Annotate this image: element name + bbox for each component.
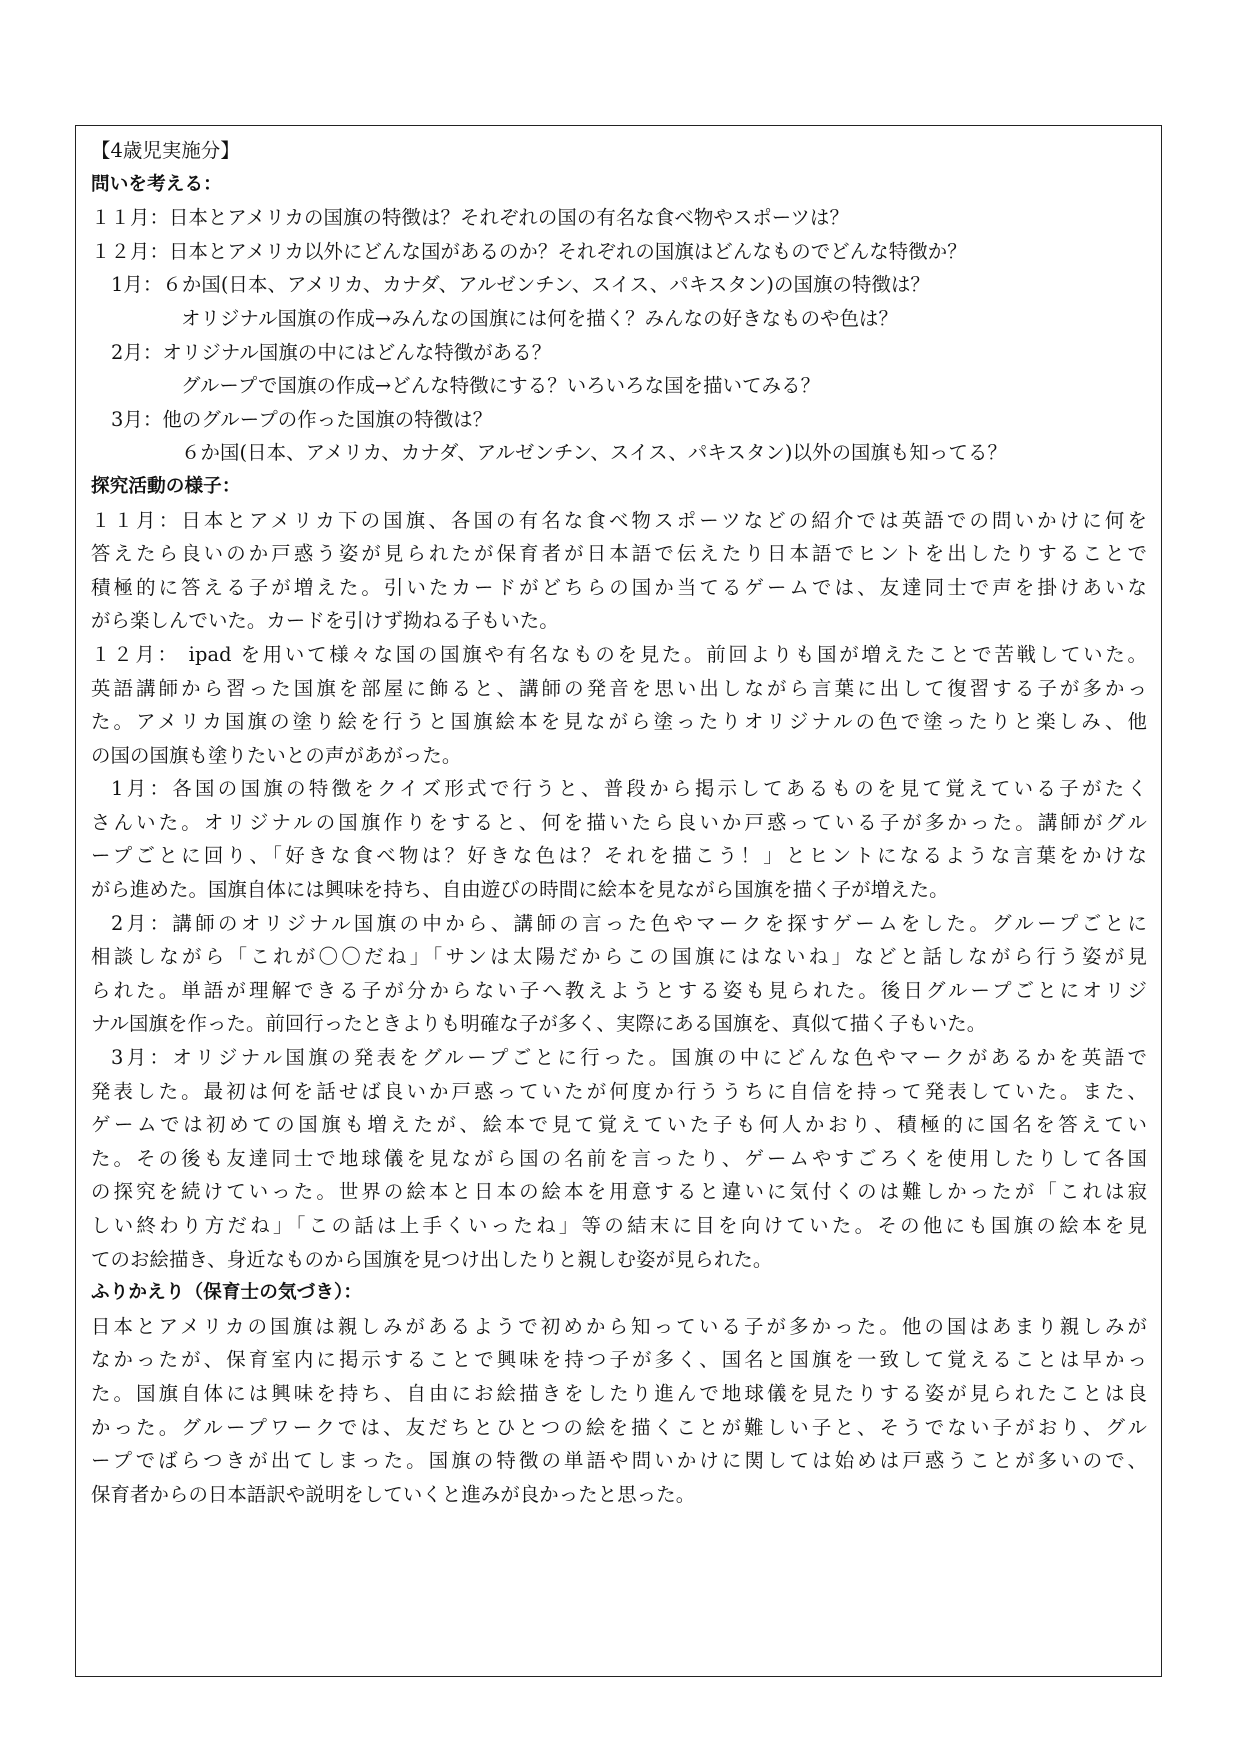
questions-heading: 問いを考える： xyxy=(91,173,222,195)
paragraph-line: ープでばらつきが出てしまった。国旗の特徴の単語や問いかけに関しては始めは戸惑うことが多いので、 xyxy=(91,1449,1147,1473)
question-line-mar-sub: ６か国(日本、アメリカ、カナダ、アルゼンチン、スイス、パキスタン)以外の国旗も知ってる？ xyxy=(181,441,1007,465)
paragraph-line: 発表した。最初は何を話せば良いか戸惑っていたが何度か行ううちに自信を持って発表していた。また、 xyxy=(91,1079,1147,1103)
paragraph-line: かった。グループワークでは、友だちとひとつの絵を描くことが難しい子と、そうでない子がおり、グル xyxy=(91,1415,1147,1439)
paragraph-line: た。アメリカ国旗の塗り絵を行うと国旗絵本を見ながら塗ったりオリジナルの色で塗ったりと楽しみ、他 xyxy=(91,710,1147,734)
activity-paragraph-nov xyxy=(91,504,1147,638)
activities-heading: 探究活動の様子： xyxy=(91,475,241,497)
paragraph-line: 1月：各国の国旗の特徴をクイズ形式で行うと、普段から掲示してあるものを見て覚えている子がたく xyxy=(111,777,1147,801)
paragraph-line: １２月： ipad を用いて様々な国の国旗や有名なものを見た。前回よりも国が増えたことで苦戦していた。 xyxy=(91,642,1147,666)
question-line-feb-sub: グループで国旗の作成→どんな特徴にする？いろいろな国を描いてみる？ xyxy=(181,374,821,398)
paragraph-line: 3月：オリジナル国旗の発表をグループごとに行った。国旗の中にどんな色やマークがあるかを英語で xyxy=(111,1046,1147,1070)
question-line-feb: 2月：オリジナル国旗の中にはどんな特徴がある？ xyxy=(111,340,552,364)
activity-paragraph-feb xyxy=(91,907,1147,1041)
paragraph-line: 2月：講師のオリジナル国旗の中から、講師の言った色やマークを探すゲームをした。グループごとに xyxy=(111,911,1147,935)
reflection-heading: ふりかえり（保育士の気づき）： xyxy=(91,1282,363,1304)
report-frame xyxy=(75,125,1162,1677)
activity-paragraph-mar xyxy=(91,1041,1147,1276)
paragraph-line: 日本とアメリカの国旗は親しみがあるようで初めから知っている子が多かった。他の国はあまり親しみが xyxy=(91,1314,1147,1338)
activity-paragraph-jan xyxy=(91,772,1147,906)
paragraph-line: なかったが、保育室内に掲示することで興味を持つ子が多く、国名と国旗を一致して覚えることは早かっ xyxy=(91,1348,1147,1372)
paragraph-line: 相談しながら「これが〇〇だね」「サンは太陽だからこの国旗にはないね」などと話しながら行う姿が見 xyxy=(91,945,1147,969)
question-line-nov: １１月：日本とアメリカの国旗の特徴は？それぞれの国の有名な食べ物やスポーツは？ xyxy=(91,206,849,230)
reflection-paragraph xyxy=(91,1310,1147,1512)
paragraph-line: １１月：日本とアメリカ下の国旗、各国の有名な食べ物スポーツなどの紹介では英語での問いかけに何を xyxy=(91,508,1147,532)
paragraph-line: てのお絵描き、身近なものから国旗を見つけ出したりと親しむ姿が見られた。 xyxy=(91,1247,773,1271)
paragraph-line: さんいた。オリジナルの国旗作りをすると、何を描いたら良いか戸惑っている子が多かった。講師がグル xyxy=(91,810,1147,834)
paragraph-line: 保育者からの日本語訳や説明をしていくと進みが良かったと思った。 xyxy=(91,1482,696,1506)
paragraph-line: ゲームでは初めての国旗も増えたが、絵本で見て覚えていた子も何人かおり、積極的に国名を答えてい xyxy=(91,1113,1147,1137)
report-title: 【4歳児実施分】 xyxy=(91,139,240,162)
paragraph-line: た。その後も友達同士で地球儀を見ながら国の名前を言ったり、ゲームやすごろくを使用したりして各国 xyxy=(91,1146,1147,1170)
question-line-mar: 3月：他のグループの作った国旗の特徴は？ xyxy=(111,407,493,431)
paragraph-line: がら進めた。国旗自体には興味を持ち、自由遊びの時間に絵本を見ながら国旗を描く子が増えた。 xyxy=(91,878,949,902)
paragraph-line: しい終わり方だね」「この話は上手くいったね」等の結末に目を向けていた。その他にも国旗の絵本を見 xyxy=(91,1214,1147,1237)
question-line-dec: １２月：日本とアメリカ以外にどんな国があるのか？それぞれの国旗はどんなものでどんな特徴か？ xyxy=(91,239,967,263)
paragraph-line: 積極的に答える子が増えた。引いたカードがどちらの国か当てるゲームでは、友達同士で声を掛けあいな xyxy=(91,575,1147,599)
paragraph-line: ープごとに回り、「好きな食べ物は？好きな色は？それを描こう！」とヒントになるような言葉をかけな xyxy=(91,844,1147,868)
paragraph-line: の国の国旗も塗りたいとの声があがった。 xyxy=(91,743,462,767)
paragraph-line: がら楽しんでいた。カードを引けず拗ねる子もいた。 xyxy=(91,609,559,633)
paragraph-line: ナル国旗を作った。前回行ったときよりも明確な子が多く、実際にある国旗を、真似て描く子もいた。 xyxy=(91,1012,987,1036)
paragraph-line: られた。単語が理解できる子が分からない子へ教えようとする姿も見られた。後日グループごとにオリジ xyxy=(91,978,1147,1002)
question-line-jan-sub: オリジナル国旗の作成→みんなの国旗には何を描く？みんなの好きなものや色は？ xyxy=(181,306,899,330)
question-line-jan: 1月：６か国(日本、アメリカ、カナダ、アルゼンチン、スイス、パキスタン)の国旗の特徴は？ xyxy=(111,273,930,297)
paragraph-line: 英語講師から習った国旗を部屋に飾ると、講師の発音を思い出しながら言葉に出して復習する子が多かっ xyxy=(91,676,1147,700)
paragraph-line: の探究を続けていった。世界の絵本と日本の絵本を用意すると違いに気付くのは難しかったが「これは寂 xyxy=(91,1180,1147,1204)
paragraph-line: 答えたら良いのか戸惑う姿が見られたが保育者が日本語で伝えたり日本語でヒントを出したりすることで xyxy=(91,542,1147,566)
paragraph-line: た。国旗自体には興味を持ち、自由にお絵描きをしたり進んで地球儀を見たりする姿が見られたことは良 xyxy=(91,1381,1147,1405)
activity-paragraph-dec xyxy=(91,638,1147,772)
